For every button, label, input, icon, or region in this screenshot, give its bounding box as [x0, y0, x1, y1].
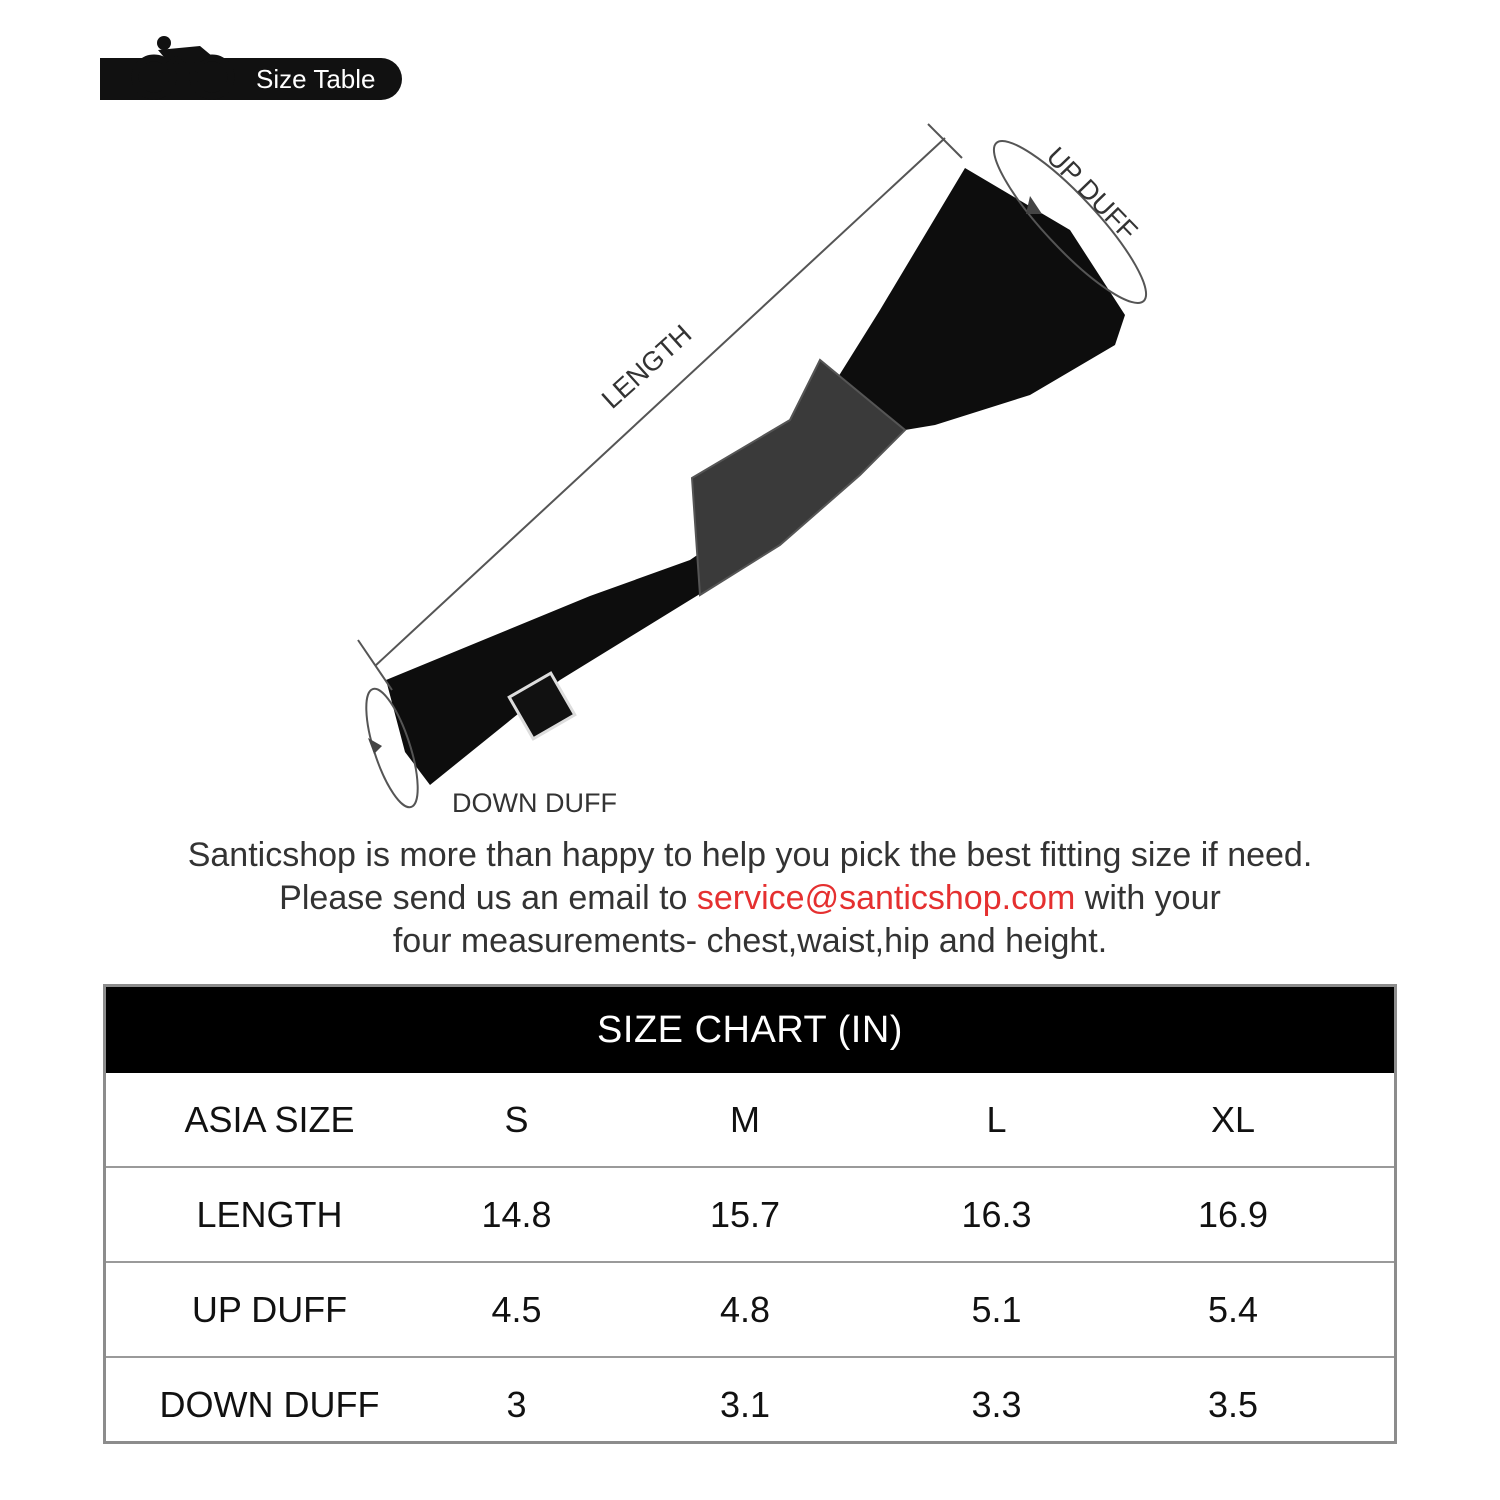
size-chart-table	[103, 984, 1397, 1444]
table-cell: 3.3	[971, 1383, 1022, 1425]
header-cell: S	[504, 1098, 529, 1140]
table-cell: 5.4	[1207, 1288, 1259, 1330]
table-row	[106, 1261, 1394, 1356]
up-duff-label: UP DUFF	[1040, 141, 1144, 246]
intro-text	[0, 834, 1500, 963]
header-cell: XL	[1210, 1098, 1256, 1140]
intro-line-1: Santicshop is more than happy to help you pick the best fitting size if need.	[187, 836, 1313, 874]
row-label: UP DUFF	[191, 1288, 348, 1330]
table-row	[106, 1356, 1394, 1451]
size-chart-title: SIZE CHART (IN)	[106, 987, 1394, 1073]
table-cell: 5.1	[971, 1288, 1022, 1330]
intro-line-3: four measurements- chest,waist,hip and height.	[392, 922, 1108, 960]
table-row	[106, 1166, 1394, 1261]
badge-label: Size Table	[256, 64, 376, 94]
header-cell: L	[986, 1098, 1007, 1140]
table-cell: 4.5	[491, 1288, 542, 1330]
table-cell: 3.5	[1207, 1383, 1259, 1425]
row-label: DOWN DUFF	[159, 1383, 380, 1425]
table-cell: 15.7	[709, 1193, 781, 1235]
intro-line-2	[0, 877, 1500, 920]
table-cell: 16.9	[1197, 1193, 1269, 1235]
table-header-row	[106, 1073, 1394, 1166]
table-cell: 4.8	[719, 1288, 771, 1330]
intro-line-2-text: Please send us an email to	[279, 879, 697, 917]
length-label: LENGTH	[595, 318, 698, 415]
table-cell: 16.3	[961, 1193, 1032, 1235]
row-label: LENGTH	[196, 1193, 343, 1235]
down-duff-label: DOWN DUFF	[452, 788, 617, 818]
table-cell: 14.8	[481, 1193, 552, 1235]
email-link[interactable]: service@santicshop.com	[696, 879, 1076, 917]
header-cell: M	[730, 1098, 760, 1140]
table-cell: 3.1	[719, 1383, 771, 1425]
intro-line-2-end: with your	[1075, 879, 1221, 917]
header-cell: ASIA SIZE	[184, 1098, 355, 1140]
table-cell: 3	[506, 1383, 527, 1425]
